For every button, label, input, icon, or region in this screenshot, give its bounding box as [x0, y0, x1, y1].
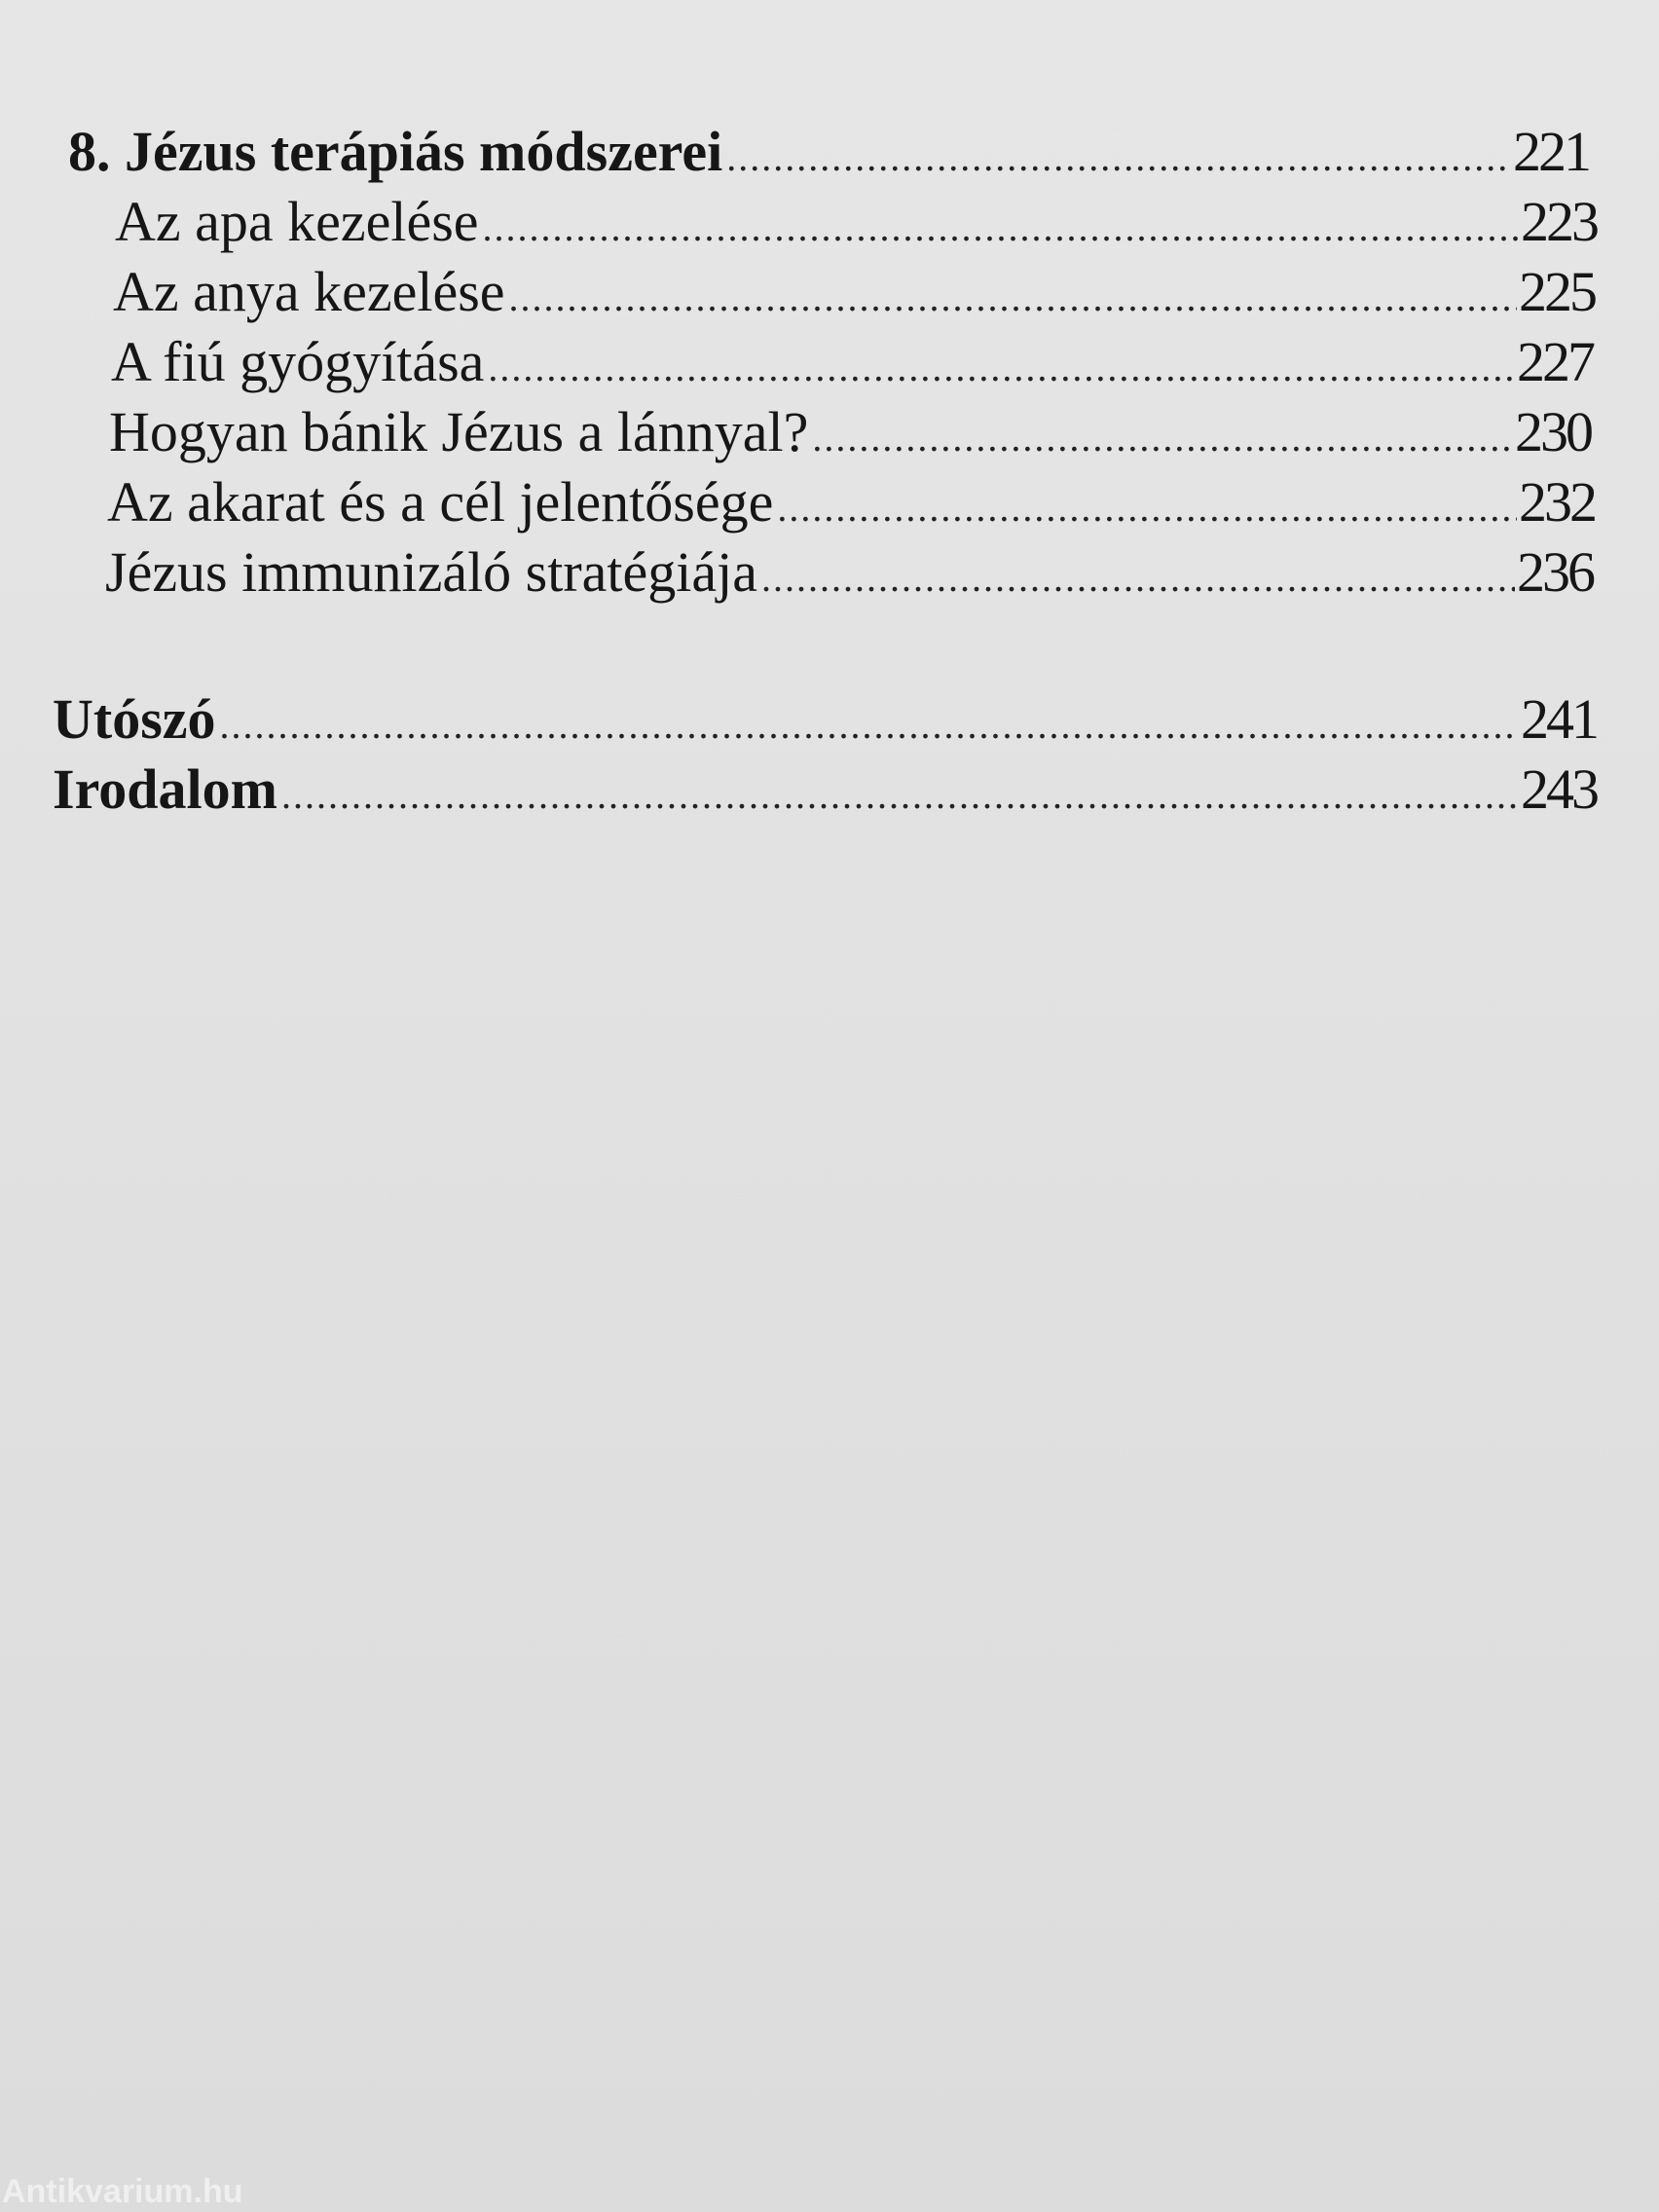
dot-leader	[483, 193, 1519, 263]
toc-entry-title: Jézus immunizáló stratégiája	[105, 540, 758, 604]
dot-leader	[761, 543, 1515, 613]
toc-page-number: 223	[1521, 190, 1597, 253]
toc-page-number: 221	[1513, 120, 1589, 183]
dot-leader	[220, 690, 1519, 760]
toc-page-number: 225	[1519, 260, 1595, 323]
toc-entry-title: Az apa kezelése	[115, 190, 479, 253]
toc-irodalom	[53, 755, 1597, 830]
toc-page-number: 241	[1521, 687, 1597, 751]
dot-leader	[726, 123, 1511, 193]
toc-page-number: 232	[1519, 470, 1595, 534]
dot-leader	[777, 473, 1517, 543]
toc-section-akarat	[107, 467, 1595, 543]
dot-leader	[812, 403, 1513, 473]
toc-entry-title: Hogyan bánik Jézus a lánnyal?	[109, 400, 809, 463]
toc-entry-title: A fiú gyógyítása	[111, 330, 485, 393]
toc-page-number: 230	[1515, 400, 1591, 463]
toc-entry-title: Az anya kezelése	[113, 260, 505, 323]
toc-utoszo	[53, 684, 1597, 760]
dot-leader	[281, 760, 1519, 830]
toc-page-number: 236	[1517, 540, 1593, 604]
toc-section-apa	[115, 187, 1597, 263]
toc-section-anya	[113, 257, 1595, 333]
toc-chapter-8	[68, 117, 1589, 193]
toc-entry-title: Irodalom	[53, 757, 277, 821]
toc-entry-title: Az akarat és a cél jelentősége	[107, 470, 774, 534]
dot-leader	[488, 333, 1515, 403]
toc-entry-title: 8. Jézus terápiás módszerei	[68, 120, 723, 183]
toc-entry-title: Utószó	[53, 687, 216, 751]
toc-section-fiu	[111, 327, 1593, 403]
toc-page-number: 227	[1517, 330, 1593, 393]
toc-section-lany	[109, 397, 1591, 473]
toc-section-immunizalo	[105, 537, 1593, 613]
toc-page-number: 243	[1521, 757, 1597, 821]
watermark: Antikvarium.hu	[2, 2173, 243, 2210]
dot-leader	[509, 263, 1517, 333]
